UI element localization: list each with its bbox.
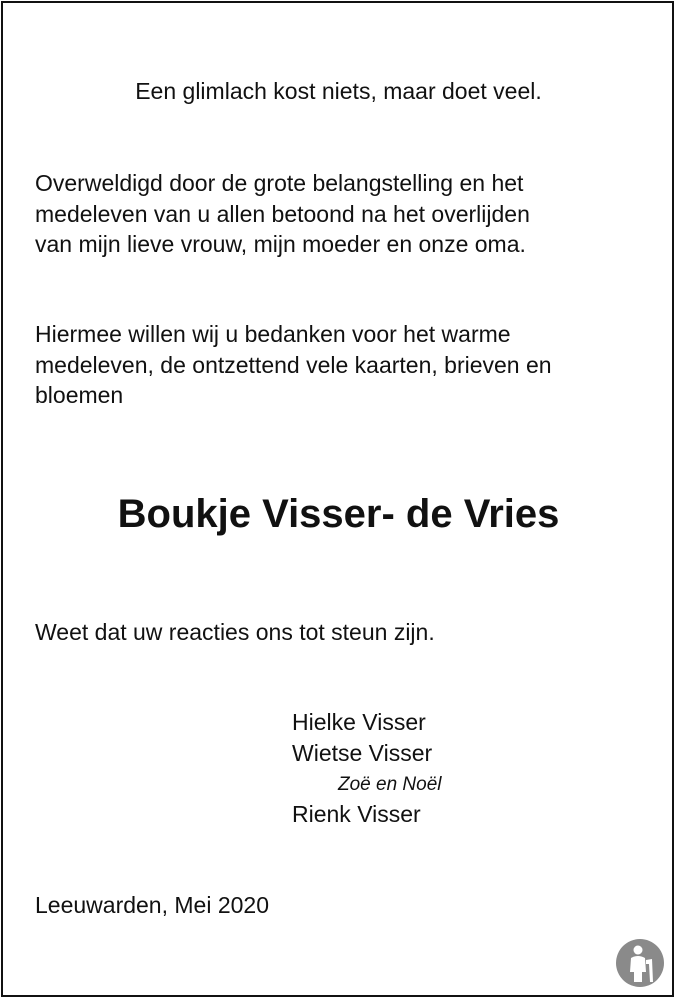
- paragraph-line: Overweldigd door de grote belangstelling en het: [35, 170, 524, 196]
- place-and-date: Leeuwarden, Mei 2020: [35, 892, 269, 918]
- motto: Een glimlach kost niets, maar doet veel.: [135, 78, 542, 104]
- gratitude-paragraph: [35, 319, 552, 411]
- paragraph-line: van mijn lieve vrouw, mijn moeder en onze oma.: [35, 231, 526, 257]
- deceased-name: Boukje Visser- de Vries: [117, 492, 560, 536]
- grandchildren-names: Zoë en Noël: [338, 774, 442, 795]
- paragraph-line: medeleven, de ontzettend vele kaarten, brieven en: [35, 351, 552, 378]
- thank-you-paragraph: [35, 168, 530, 260]
- family-member-rienk: Rienk Visser: [292, 801, 421, 827]
- family-member-wietse: Wietse Visser: [292, 740, 433, 766]
- logo-head: [634, 946, 643, 955]
- paragraph-line: medeleven van u allen betoond na het overlijden: [35, 200, 530, 227]
- family-member-hielke: Hielke Visser: [292, 709, 426, 735]
- memorial-logo-svg: [615, 938, 665, 988]
- paragraph-line: Hiermee willen wij u bedanken voor het warme: [35, 321, 511, 347]
- support-line: Weet dat uw reacties ons tot steun zijn.: [35, 619, 435, 645]
- paragraph-line: bloemen: [35, 382, 124, 408]
- memorial-figure-icon: [615, 938, 665, 988]
